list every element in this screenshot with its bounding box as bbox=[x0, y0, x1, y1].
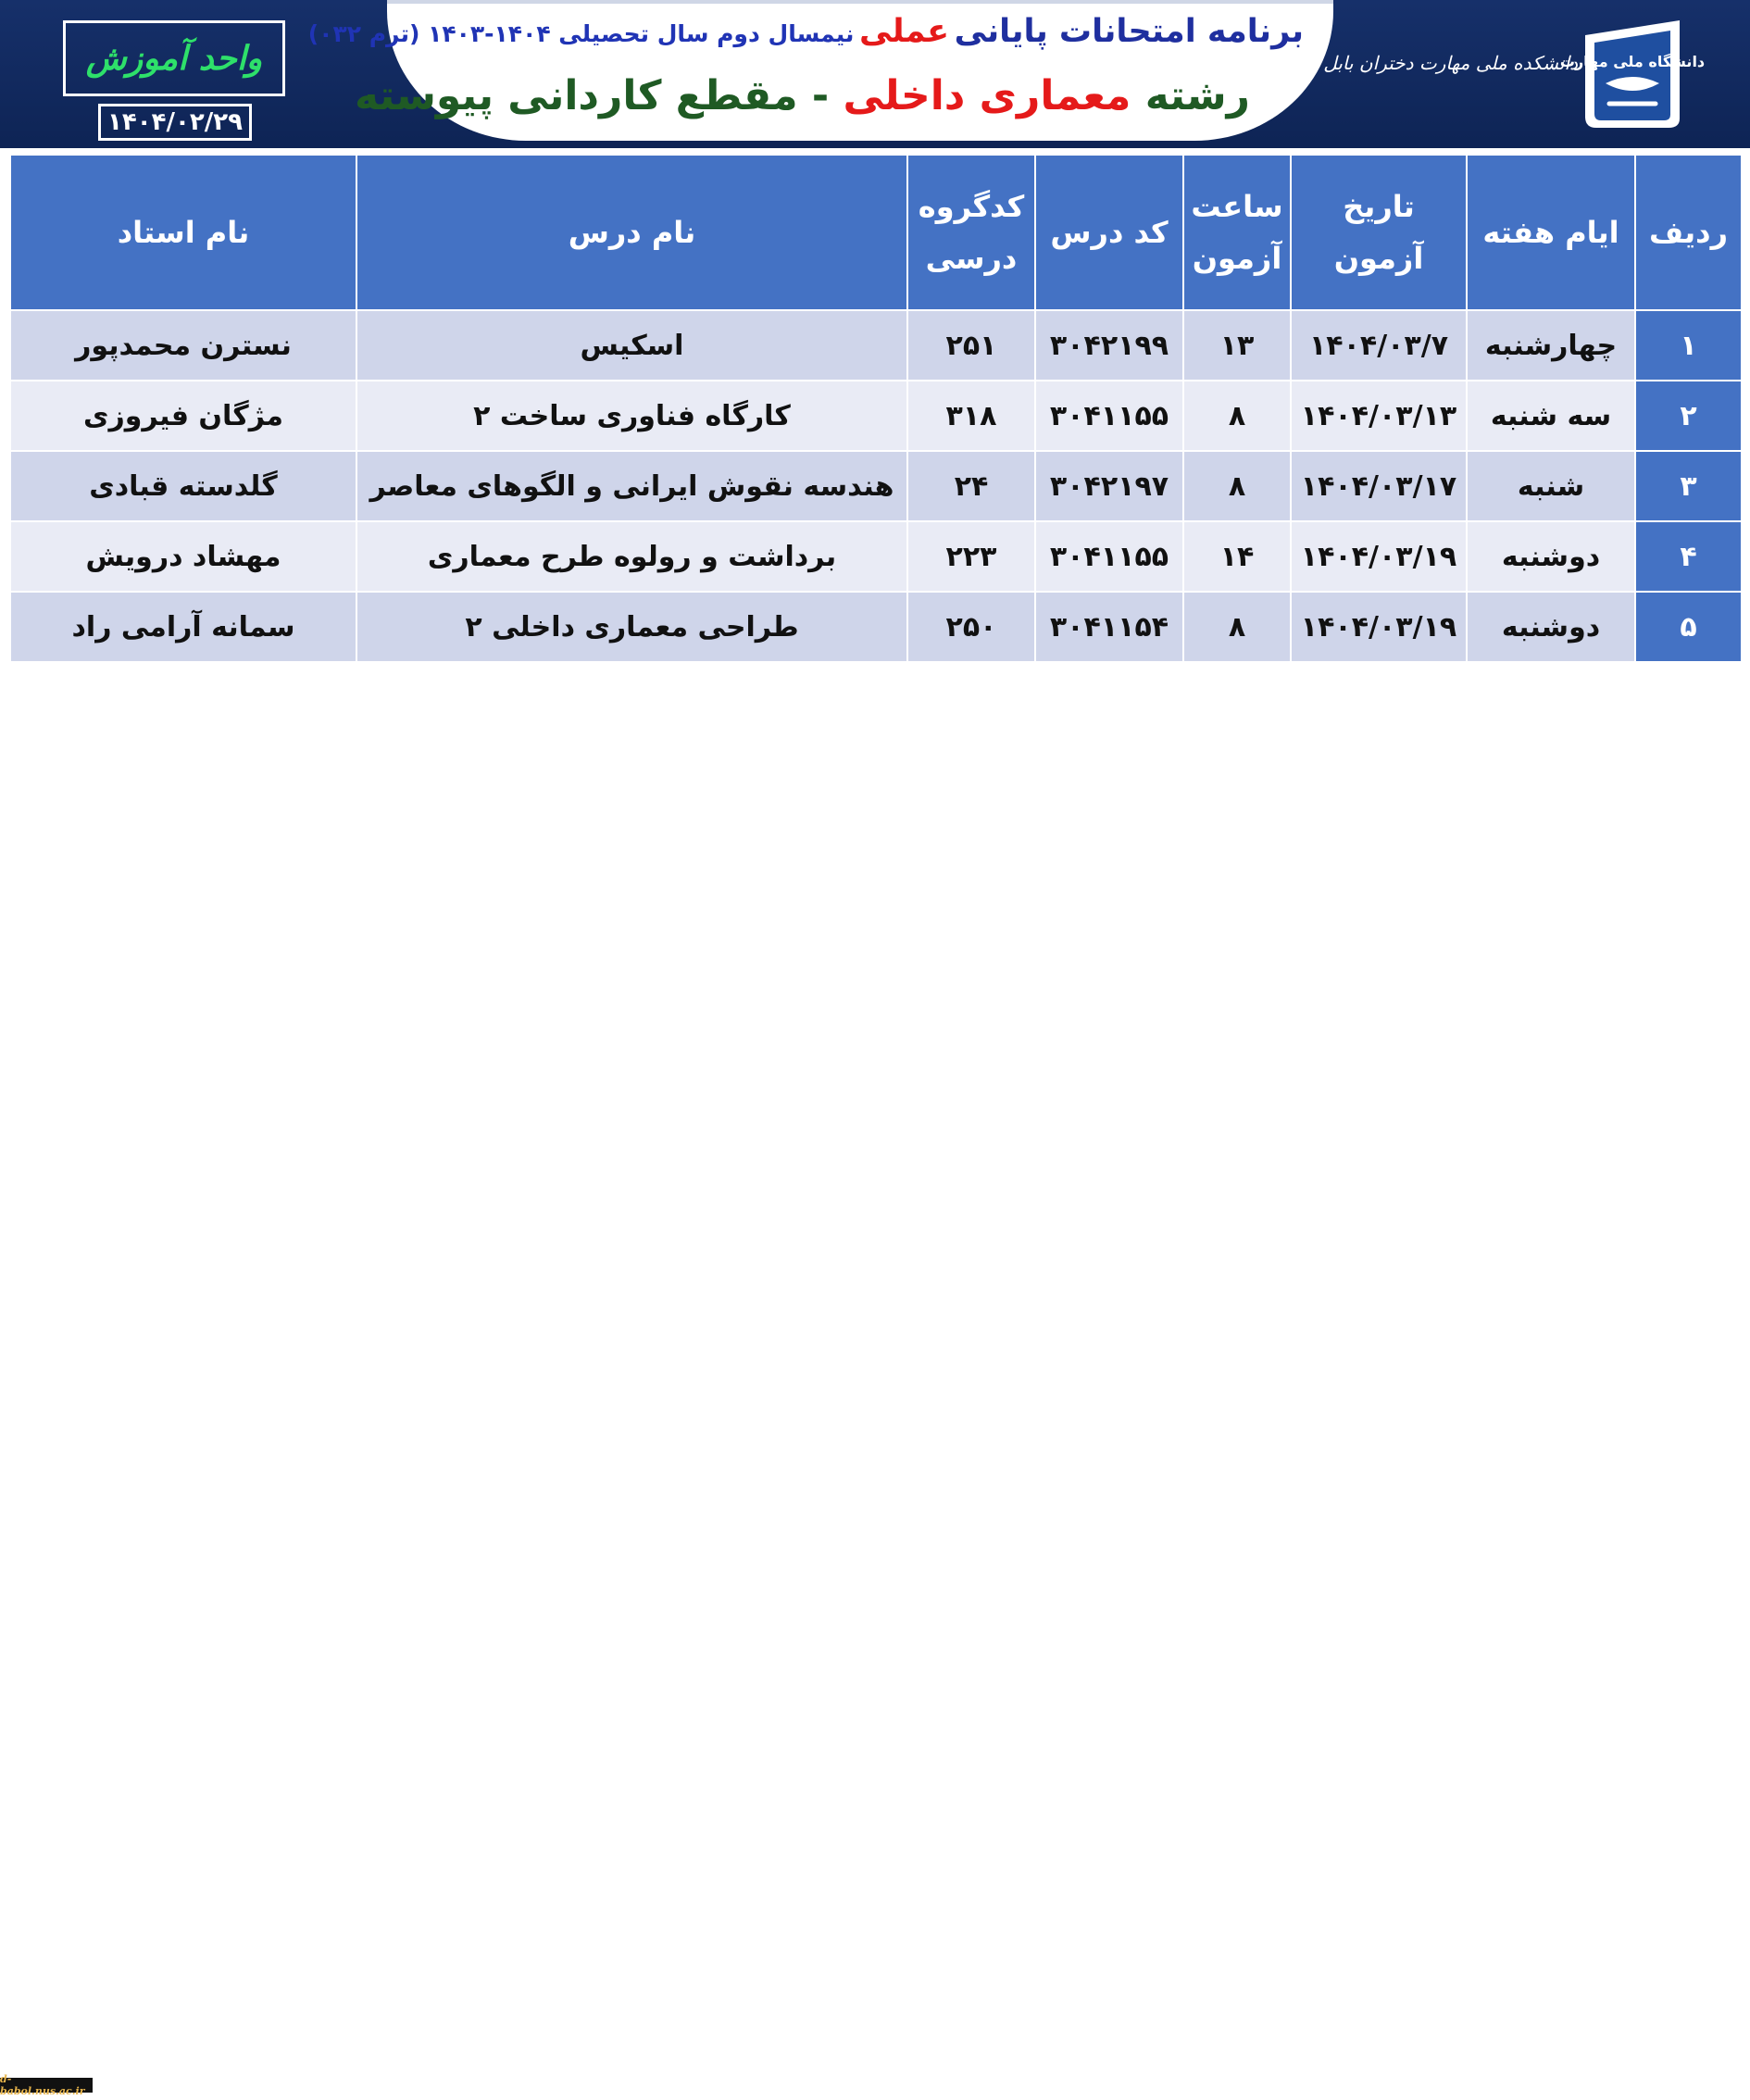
date-cell: ۱۴۰۴/۰۳/۱۳ bbox=[1291, 381, 1467, 451]
weekday-cell: دوشنبه bbox=[1467, 521, 1635, 592]
table-row bbox=[10, 310, 1742, 381]
logo-text: دانشگاه ملی مهارت bbox=[1559, 53, 1706, 70]
group-code-cell: ۲۲۳ bbox=[907, 521, 1035, 592]
instructor-cell: گلدسته قبادی bbox=[10, 451, 356, 521]
footer-site-tag: d-babol.nus.ac.ir bbox=[0, 2078, 93, 2093]
title-main: برنامه امتحانات پایانی bbox=[954, 13, 1304, 50]
logo-caption: دانشکده ملی مهارت دختران بابل bbox=[1323, 52, 1578, 74]
header-course-name: نام درس bbox=[356, 155, 907, 310]
course-name-cell: هندسه نقوش ایرانی و الگوهای معاصر bbox=[356, 451, 907, 521]
date-cell: ۱۴۰۴/۰۳/۱۹ bbox=[1291, 592, 1467, 661]
table-row bbox=[10, 451, 1742, 521]
course-name-cell: برداشت و رولوه طرح معماری bbox=[356, 521, 907, 592]
instructor-cell: نسترن محمدپور bbox=[10, 310, 356, 381]
time-cell: ۸ bbox=[1183, 381, 1291, 451]
title-line-2 bbox=[355, 72, 1250, 119]
course-code-cell: ۳۰۴۱۱۵۵ bbox=[1035, 521, 1183, 592]
weekday-cell: شنبه bbox=[1467, 451, 1635, 521]
course-code-cell: ۳۰۴۲۱۹۹ bbox=[1035, 310, 1183, 381]
header-exam-time-line2: آزمون bbox=[1192, 241, 1282, 276]
date-cell: ۱۴۰۴/۰۳/۱۹ bbox=[1291, 521, 1467, 592]
header-exam-date: تاریخ آزمون bbox=[1291, 155, 1467, 310]
instructor-cell: مهشاد درویش bbox=[10, 521, 356, 592]
table-row bbox=[10, 521, 1742, 592]
unit-date: ۱۴۰۴/۰۲/۲۹ bbox=[98, 104, 252, 141]
time-cell: ۱۴ bbox=[1183, 521, 1291, 592]
header-instructor: نام استاد bbox=[10, 155, 356, 310]
course-name-cell: کارگاه فناوری ساخت ۲ bbox=[356, 381, 907, 451]
instructor-cell: سمانه آرامی راد bbox=[10, 592, 356, 661]
course-code-cell: ۳۰۴۱۱۵۵ bbox=[1035, 381, 1183, 451]
title-field-name: معماری داخلی bbox=[843, 72, 1131, 119]
header-course-code: کد درس bbox=[1035, 155, 1183, 310]
time-cell: ۸ bbox=[1183, 592, 1291, 661]
university-logo-icon bbox=[1559, 15, 1706, 133]
table-row bbox=[10, 592, 1742, 661]
date-cell: ۱۴۰۴/۰۳/۱۷ bbox=[1291, 451, 1467, 521]
group-code-cell: ۲۵۱ bbox=[907, 310, 1035, 381]
time-cell: ۸ bbox=[1183, 451, 1291, 521]
header-row-number: ردیف bbox=[1635, 155, 1742, 310]
course-name-cell: طراحی معماری داخلی ۲ bbox=[356, 592, 907, 661]
group-code-cell: ۳۱۸ bbox=[907, 381, 1035, 451]
title-field-label: رشته bbox=[1144, 72, 1250, 119]
time-cell: ۱۳ bbox=[1183, 310, 1291, 381]
header-banner bbox=[0, 0, 1750, 148]
course-code-cell: ۳۰۴۱۱۵۴ bbox=[1035, 592, 1183, 661]
header-exam-time bbox=[1183, 155, 1291, 310]
unit-label: واحد آموزش bbox=[63, 20, 285, 96]
header-weekday: ایام هفته bbox=[1467, 155, 1635, 310]
group-code-cell: ۲۴ bbox=[907, 451, 1035, 521]
course-code-cell: ۳۰۴۲۱۹۷ bbox=[1035, 451, 1183, 521]
header-group-code bbox=[907, 155, 1035, 310]
header-group-code-line2: درسی bbox=[925, 241, 1018, 276]
header-exam-time-line1: ساعت bbox=[1191, 189, 1283, 224]
title-subtitle: نیمسال دوم سال تحصیلی ۱۴۰۴-۱۴۰۳ (ترم ۰۳۲) bbox=[307, 20, 855, 47]
row-number: ۲ bbox=[1635, 381, 1742, 451]
table-header-row bbox=[10, 155, 1742, 310]
course-name-cell: اسکیس bbox=[356, 310, 907, 381]
title-degree: - مقطع کاردانی پیوسته bbox=[355, 72, 830, 119]
row-number: ۱ bbox=[1635, 310, 1742, 381]
row-number: ۳ bbox=[1635, 451, 1742, 521]
title-line-1 bbox=[307, 13, 1304, 50]
row-number: ۴ bbox=[1635, 521, 1742, 592]
instructor-cell: مژگان فیروزی bbox=[10, 381, 356, 451]
title-accent: عملی bbox=[858, 13, 950, 50]
group-code-cell: ۲۵۰ bbox=[907, 592, 1035, 661]
exam-schedule-table bbox=[9, 154, 1743, 661]
weekday-cell: چهارشنبه bbox=[1467, 310, 1635, 381]
weekday-cell: دوشنبه bbox=[1467, 592, 1635, 661]
weekday-cell: سه شنبه bbox=[1467, 381, 1635, 451]
table-row bbox=[10, 381, 1742, 451]
header-group-code-line1: کدگروه bbox=[918, 189, 1025, 224]
row-number: ۵ bbox=[1635, 592, 1742, 661]
date-cell: ۱۴۰۴/۰۳/۷ bbox=[1291, 310, 1467, 381]
